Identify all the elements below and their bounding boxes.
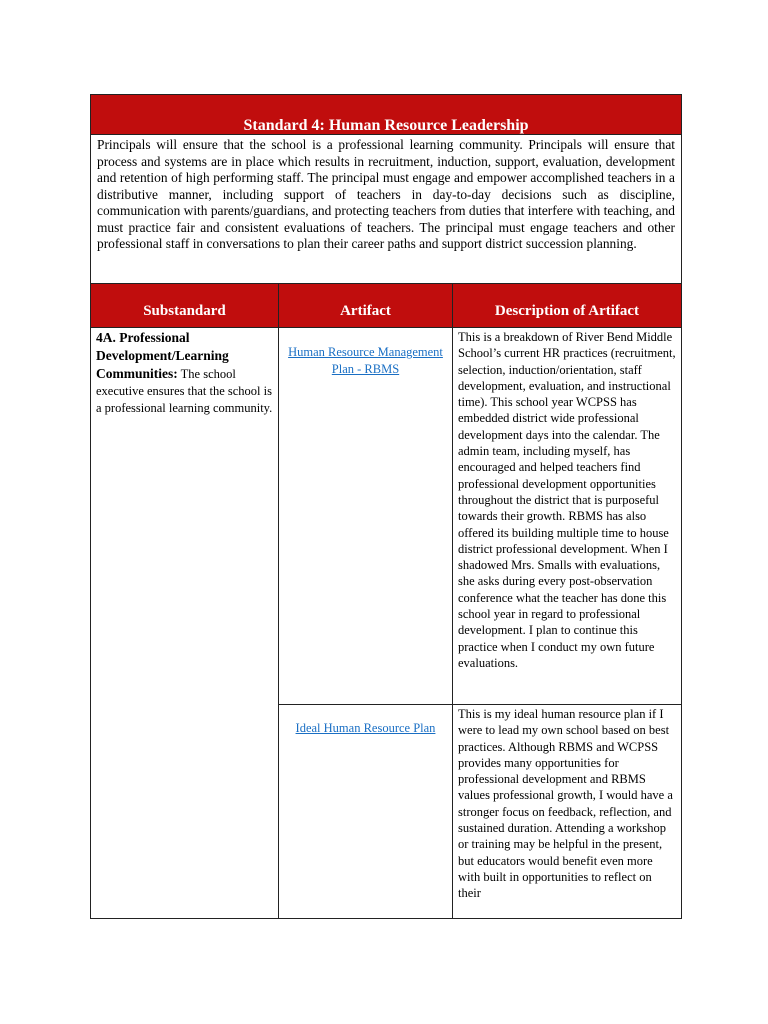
standard-description: Principals will ensure that the school is a professional learning community. Principals will ensure that process and systems are in place which results in recruitment, induction, support, evaluation, development and retention of high performing staff. The principal must engage and empower accomplished teachers in a distributive manner, including support of teachers in day-to-day decisions such as discipline, communication with parents/guardians, and protecting teachers from duties that interfere with teaching, and must practice fair and consistent evaluations of teachers. The principal must engage teachers and other professional staff in conversations to plan their career paths and support district succession planning. [91,135,681,284]
substandard-text: The school executive ensures that the school is a professional learning community. [96,367,273,415]
artifact-block [279,328,681,918]
artifact-link-hr-management-plan[interactable]: Human Resource Management Plan - RBMS [288,345,443,376]
standard-title: Standard 4: Human Resource Leadership [91,95,681,135]
artifact-row [279,704,681,918]
standard-table [90,94,682,919]
table-row [91,327,681,918]
artifact-row [279,328,681,704]
header-artifact: Artifact [279,284,453,327]
substandard-cell [91,328,279,918]
header-description: Description of Artifact [453,284,681,327]
column-headers [91,284,681,327]
artifact-link-ideal-hr-plan[interactable]: Ideal Human Resource Plan [295,721,436,735]
artifact-description: This is a breakdown of River Bend Middle School’s current HR practices (recruitment, selection, induction/orientation, staff development, evaluation, and instructional time). This school year WCPSS has embedded district wide professional development days into the calendar. The admin team, including myself, has encouraged and helped teachers find professional development opportunities throughout the district that is purposeful towards their growth. RBMS has also offered its building multiple time to house district professional development. When I shadowed Mrs. Smalls with evaluations, she asks during every post-observation conference what the teacher has done this school year in regard to professional development. I plan to continue this practice when I conduct my own future evaluations. [458,330,676,670]
header-substandard: Substandard [91,284,279,327]
artifact-cell [279,705,453,918]
substandard-title: 4A. Professional Development/Learning Communities: [96,330,229,381]
artifact-description: This is my ideal human resource plan if I were to lead my own school based on best practices. Although RBMS and WCPSS provides many opportunities for professional development and RBMS values professional growth, I would have a stronger focus on feedback, reflection, and sustained duration. Attending a workshop or training may be helpful in the present, but educators would benefit even more with built in opportunities to reflect on their [458,707,673,901]
artifact-cell [279,328,453,704]
